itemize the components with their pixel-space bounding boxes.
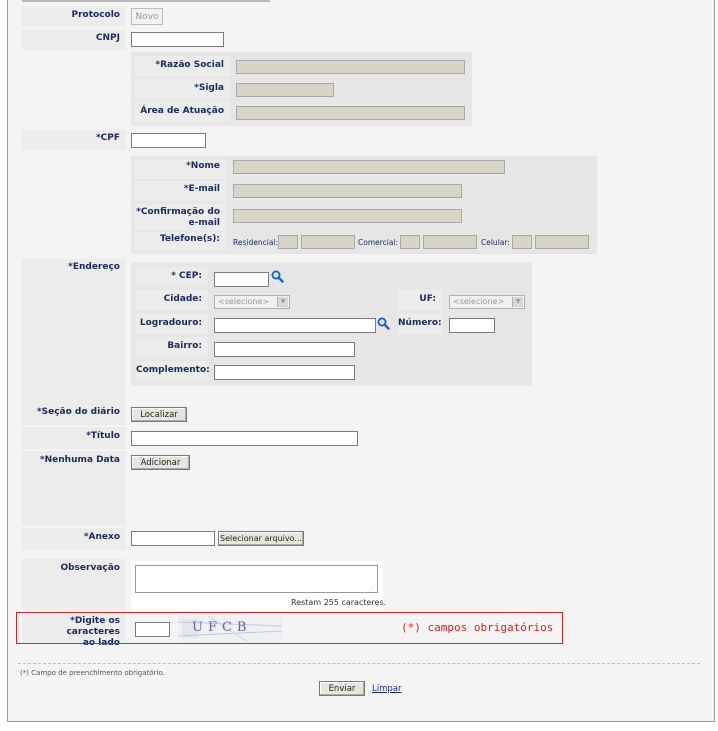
razao-social-label: *Razão Social [134,56,230,76]
bairro-label: Bairro: [136,337,208,357]
cep-label: * CEP: [136,267,208,287]
cnpj-input[interactable] [131,32,224,47]
captcha-label-line2: ao lado [82,638,120,648]
nome-field [233,160,505,174]
comercial-numero-field [423,235,477,249]
cep-search-icon[interactable] [271,270,284,283]
cidade-label: Cidade: [136,290,208,310]
bairro-input[interactable] [214,342,355,357]
protocolo-label: Protocolo [22,6,126,26]
chevron-down-icon: ▼ [512,297,523,307]
confirmacao-email-label-line1: *Confirmação do [136,207,220,217]
cep-input[interactable] [214,272,269,287]
highlight-box [16,612,563,644]
email-label: *E-mail [134,181,226,201]
celular-numero-field [535,235,589,249]
complemento-label: Complemento: [136,361,208,381]
sigla-label: *Sigla [134,79,230,99]
uf-select [449,295,525,309]
adicionar-button[interactable]: Adicionar [131,455,190,470]
campos-obrigatorios-note: (*) campos obrigatórios [401,621,554,634]
comercial-ddd-field [400,235,420,249]
complemento-input[interactable] [214,365,355,380]
telefones-label: Telefone(s): [134,232,226,250]
logradouro-input[interactable] [214,318,376,333]
protocolo-novo-field: Novo [131,8,163,25]
logradouro-search-icon[interactable] [377,317,390,330]
chevron-down-icon: ▼ [277,297,288,307]
residencial-ddd-field [278,235,298,249]
confirmacao-email-field [233,209,462,223]
titulo-label: *Título [22,427,126,449]
uf-select-value: <selecione> [453,297,505,306]
area-atuacao-field [236,106,465,120]
observacao-label: Observação [22,559,126,611]
cidade-select-value: <selecione> [218,297,270,306]
anexo-label: *Anexo [22,528,126,550]
residencial-numero-field [301,235,355,249]
anexo-file-input[interactable] [131,531,215,546]
nome-label: *Nome [134,159,226,179]
confirmacao-email-label [134,204,226,230]
localizar-button[interactable]: Localizar [131,407,187,422]
sigla-field [236,83,334,97]
razao-social-field [236,60,465,74]
logradouro-label: Logradouro: [136,314,208,334]
data-label: *Nenhuma Data [22,451,126,525]
resize-grip-icon: ⋰ [369,584,376,592]
numero-label: Número: [398,314,442,334]
top-tab-bar [22,0,270,2]
cnpj-label: CNPJ [22,30,126,50]
celular-ddd-field [512,235,532,249]
residencial-label: Residencial: [233,238,279,247]
footer-note: (*) Campo de preenchimento obrigatório. [20,669,165,677]
cpf-input[interactable] [131,133,206,148]
limpar-link[interactable]: Limpar [372,684,402,694]
numero-input[interactable] [449,318,495,333]
titulo-input[interactable] [131,431,358,446]
celular-label: Celular: [481,238,510,247]
footer-divider [18,663,700,664]
cidade-select [214,295,290,309]
enviar-button[interactable]: Enviar [319,681,365,696]
secao-diario-label: *Seção do diário [22,403,126,425]
selecionar-arquivo-button[interactable]: Selecionar arquivo... [218,531,304,546]
endereco-label: *Endereço [22,259,126,403]
confirmacao-email-label-line2: e-mail [188,218,220,228]
email-field [233,184,462,198]
observacao-textarea[interactable] [135,565,378,593]
comercial-label: Comercial: [358,238,399,247]
captcha-label-line1: *Digite os caracteres [66,616,120,637]
observacao-counter: Restam 255 caracteres. [291,598,387,607]
uf-label: UF: [398,290,442,310]
captcha-text: UFCB [192,620,252,635]
area-atuacao-label: Área de Atuação [134,102,230,122]
cpf-label: *CPF [22,130,126,150]
